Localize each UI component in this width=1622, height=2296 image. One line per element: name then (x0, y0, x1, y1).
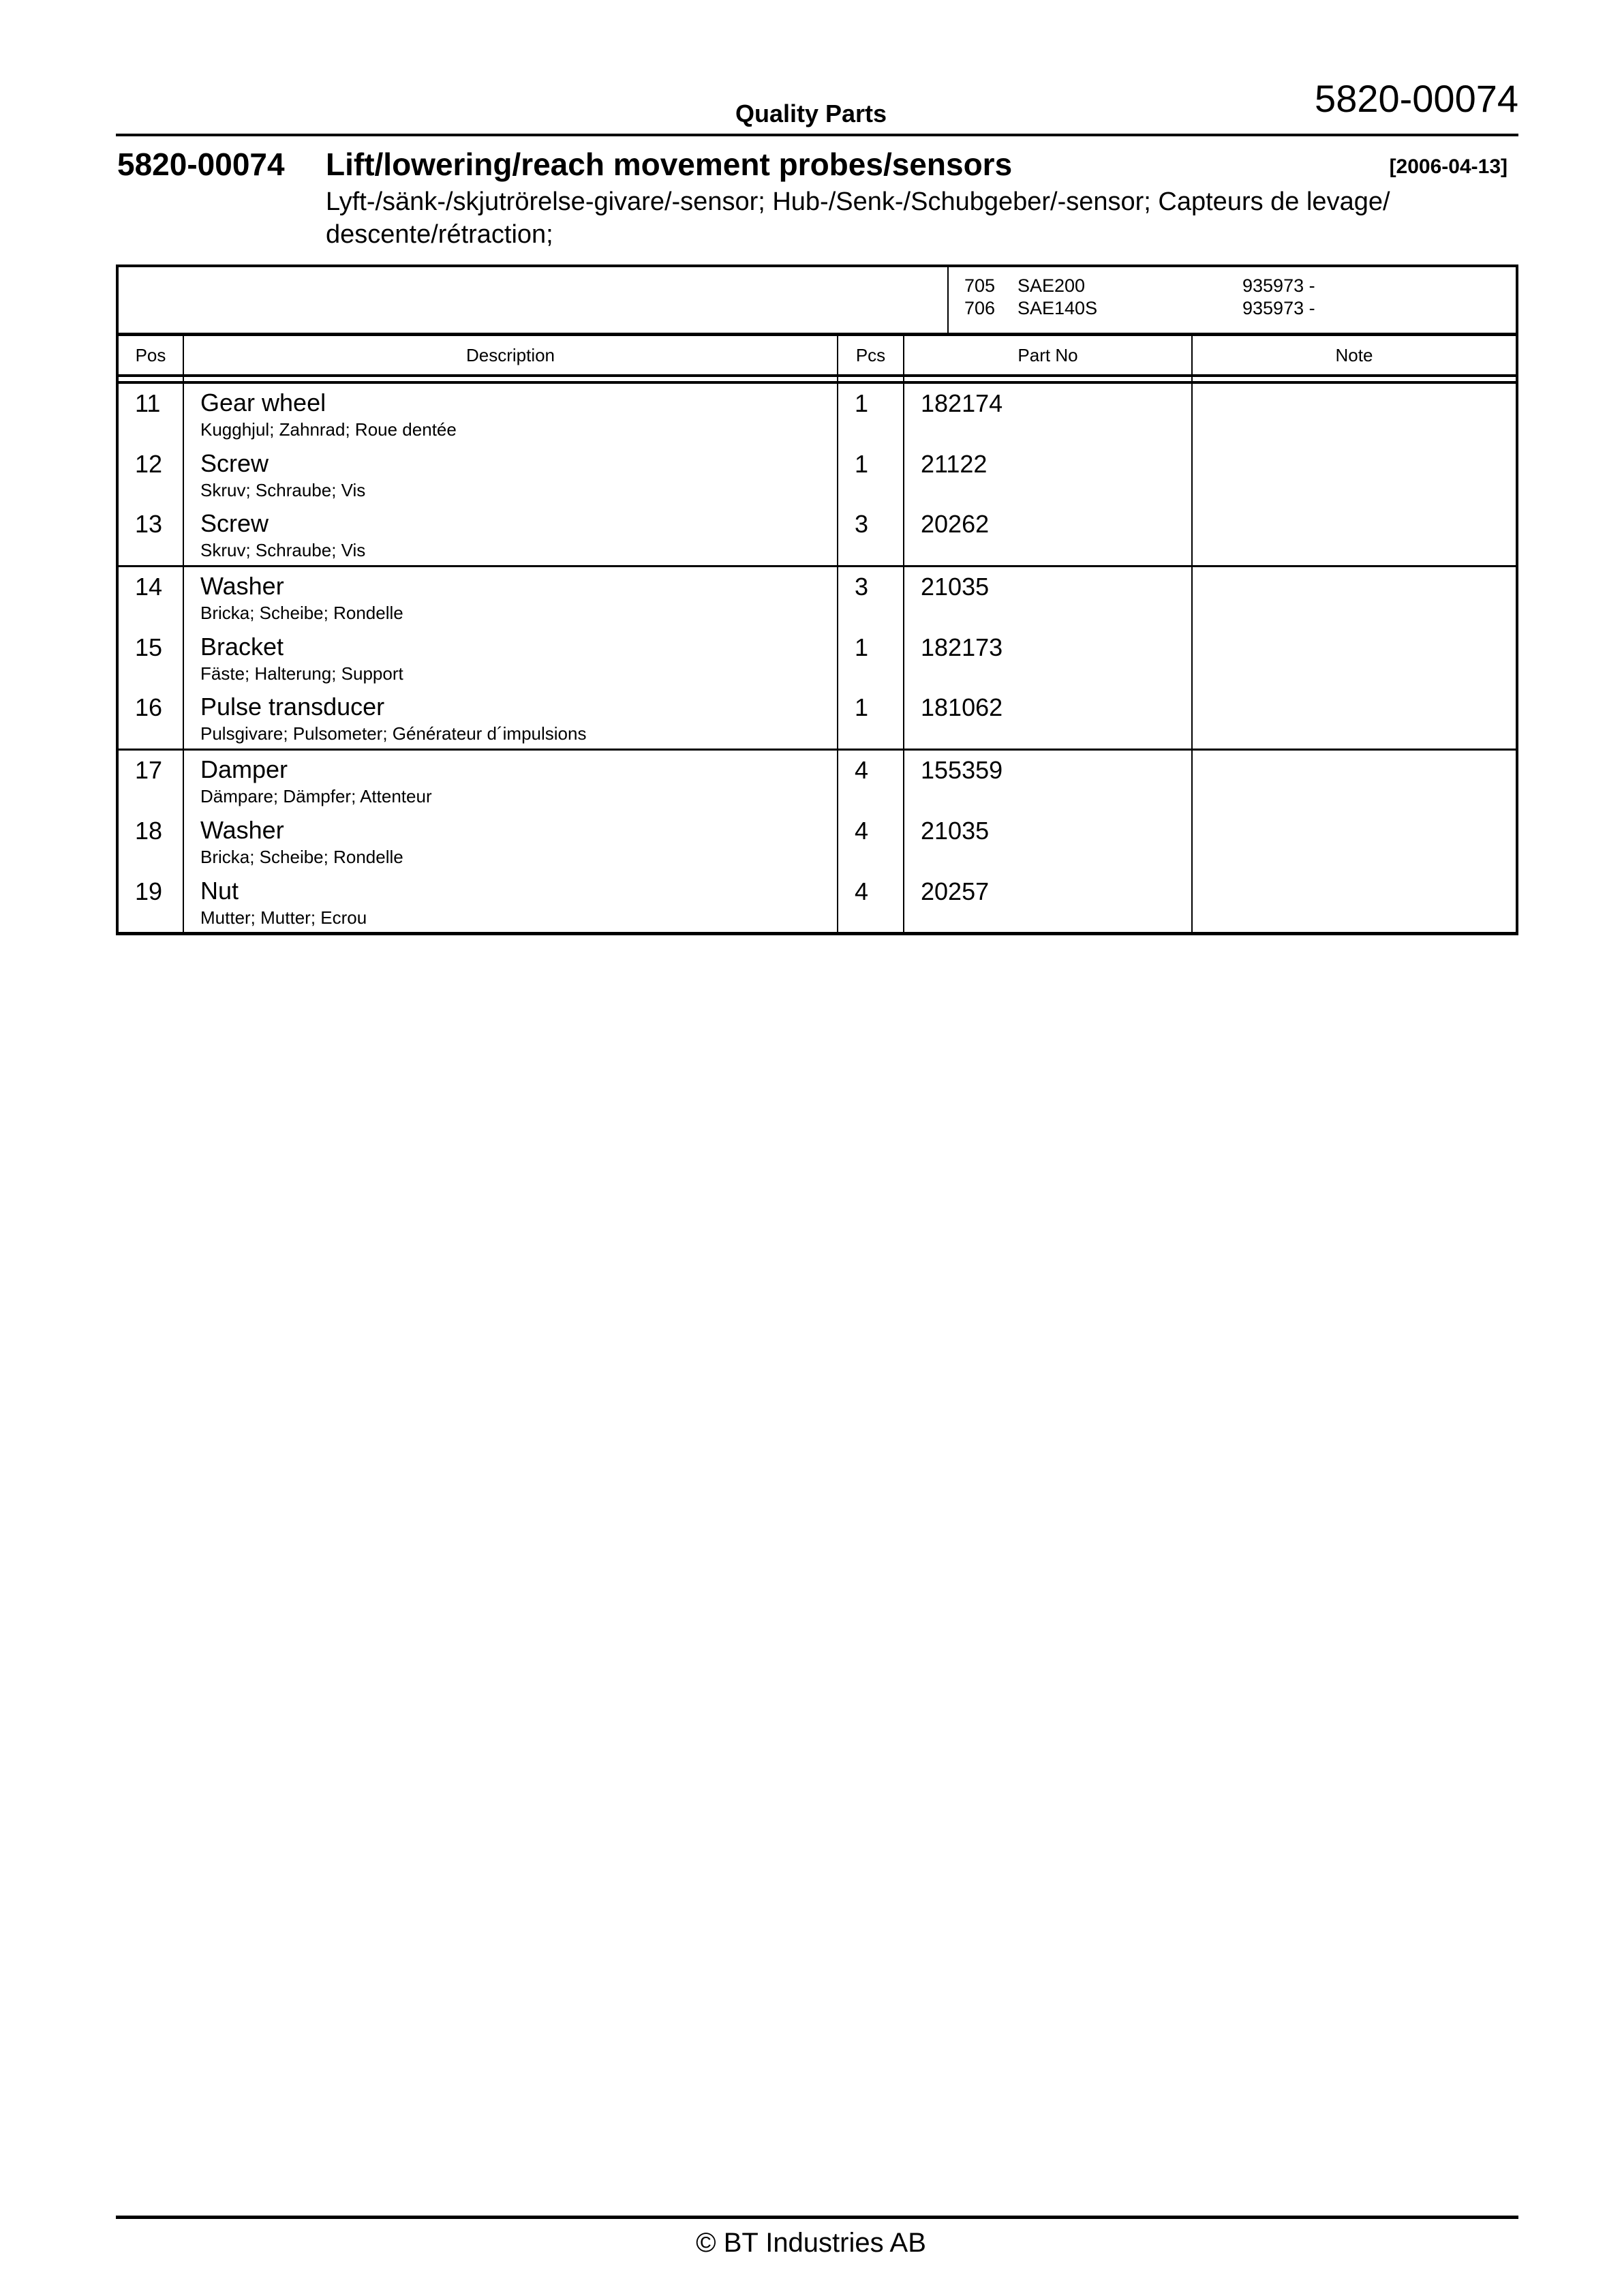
cell-description (184, 444, 838, 505)
model-serial: 935973 - (1242, 298, 1315, 318)
cell-part-no: 21035 (904, 811, 1193, 872)
cell-description (184, 751, 838, 811)
cell-pcs: 1 (838, 384, 904, 444)
cell-part-no: 20262 (904, 504, 1193, 565)
table-row (119, 504, 1516, 565)
header-divider (116, 134, 1518, 136)
cell-pos: 14 (119, 567, 184, 628)
part-name: Screw (200, 509, 269, 538)
part-translations: Skruv; Schraube; Vis (200, 540, 366, 561)
column-header-pcs: Pcs (838, 336, 904, 374)
cell-note (1193, 504, 1516, 565)
cell-description (184, 872, 838, 933)
model-row (964, 298, 1315, 319)
cell-pcs: 4 (838, 751, 904, 811)
cell-note (1193, 811, 1516, 872)
cell-description (184, 688, 838, 749)
table-row (119, 688, 1516, 749)
cell-pos: 19 (119, 872, 184, 933)
cell-description (184, 811, 838, 872)
cell-part-no: 21035 (904, 567, 1193, 628)
table-row-group (119, 751, 1516, 932)
part-translations: Mutter; Mutter; Ecrou (200, 907, 367, 928)
cell-description (184, 628, 838, 689)
part-name: Pulse transducer (200, 693, 385, 721)
cell-description (184, 567, 838, 628)
cell-pcs: 3 (838, 567, 904, 628)
part-name: Gear wheel (200, 389, 326, 417)
table-row (119, 628, 1516, 689)
cell-part-no: 181062 (904, 688, 1193, 749)
table-row (119, 384, 1516, 444)
cell-part-no: 182174 (904, 384, 1193, 444)
model-code: 705 (964, 275, 996, 296)
cell-pcs: 1 (838, 688, 904, 749)
column-header-pos: Pos (119, 336, 184, 374)
cell-note (1193, 567, 1516, 628)
cell-part-no: 21122 (904, 444, 1193, 505)
cell-pos: 18 (119, 811, 184, 872)
cell-pcs: 1 (838, 628, 904, 689)
model-name: SAE140S (1017, 298, 1098, 318)
part-translations: Dämpare; Dämpfer; Attenteur (200, 786, 432, 807)
section-title: Lift/lowering/reach movement probes/sensors (326, 147, 1013, 182)
model-serial: 935973 - (1242, 275, 1315, 296)
parts-table (116, 333, 1518, 935)
cell-part-no: 20257 (904, 872, 1193, 933)
part-name: Damper (200, 755, 288, 784)
table-row (119, 444, 1516, 505)
part-name: Screw (200, 449, 269, 477)
model-row (964, 275, 1315, 297)
model-box-divider (947, 267, 949, 334)
part-translations: Kugghjul; Zahnrad; Roue dentée (200, 419, 457, 440)
model-name: SAE200 (1017, 275, 1086, 296)
table-row (119, 872, 1516, 933)
table-row (119, 751, 1516, 811)
part-name: Bracket (200, 632, 284, 661)
cell-description (184, 504, 838, 565)
cell-part-no: 155359 (904, 751, 1193, 811)
cell-pos: 16 (119, 688, 184, 749)
column-header-part-no: Part No (904, 336, 1193, 374)
table-header-row (119, 336, 1516, 377)
section-code: 5820-00074 (117, 147, 285, 182)
part-name: Nut (200, 876, 239, 905)
cell-note (1193, 751, 1516, 811)
part-translations: Bricka; Scheibe; Rondelle (200, 603, 403, 624)
section-subtitle-translations: Lyft-/sänk-/skjutrörelse-givare/-sensor; Hub-/Senk-/Schubgeber/-sensor; Capteurs de levage/ descente/rétraction; (326, 187, 1390, 249)
footer-copyright: © BT Industries AB (696, 2228, 926, 2258)
cell-pcs: 3 (838, 504, 904, 565)
part-translations: Fäste; Halterung; Support (200, 663, 403, 684)
cell-note (1193, 688, 1516, 749)
cell-pcs: 1 (838, 444, 904, 505)
column-header-description: Description (184, 336, 838, 374)
header-title: Quality Parts (735, 100, 887, 127)
model-code: 706 (964, 298, 996, 318)
part-translations: Bricka; Scheibe; Rondelle (200, 846, 403, 867)
header-spacer (119, 377, 1516, 384)
cell-note (1193, 444, 1516, 505)
cell-pcs: 4 (838, 811, 904, 872)
column-header-note: Note (1335, 344, 1373, 365)
cell-pos: 13 (119, 504, 184, 565)
cell-note (1193, 384, 1516, 444)
table-row-group (119, 567, 1516, 751)
table-row (119, 567, 1516, 628)
table-row-group (119, 384, 1516, 567)
cell-note (1193, 628, 1516, 689)
cell-pos: 12 (119, 444, 184, 505)
part-translations: Pulsgivare; Pulsometer; Générateur d´impulsions (200, 723, 587, 744)
table-row (119, 811, 1516, 872)
part-name: Washer (200, 572, 284, 601)
cell-pos: 17 (119, 751, 184, 811)
section-date: [2006-04-13] (1389, 155, 1508, 178)
doc-number: 5820-00074 (1315, 77, 1518, 120)
part-translations: Skruv; Schraube; Vis (200, 479, 366, 500)
cell-pos: 11 (119, 384, 184, 444)
cell-part-no: 182173 (904, 628, 1193, 689)
part-name: Washer (200, 815, 284, 844)
cell-pos: 15 (119, 628, 184, 689)
cell-pcs: 4 (838, 872, 904, 933)
cell-description (184, 384, 838, 444)
footer-divider (116, 2216, 1518, 2219)
cell-note (1193, 872, 1516, 933)
